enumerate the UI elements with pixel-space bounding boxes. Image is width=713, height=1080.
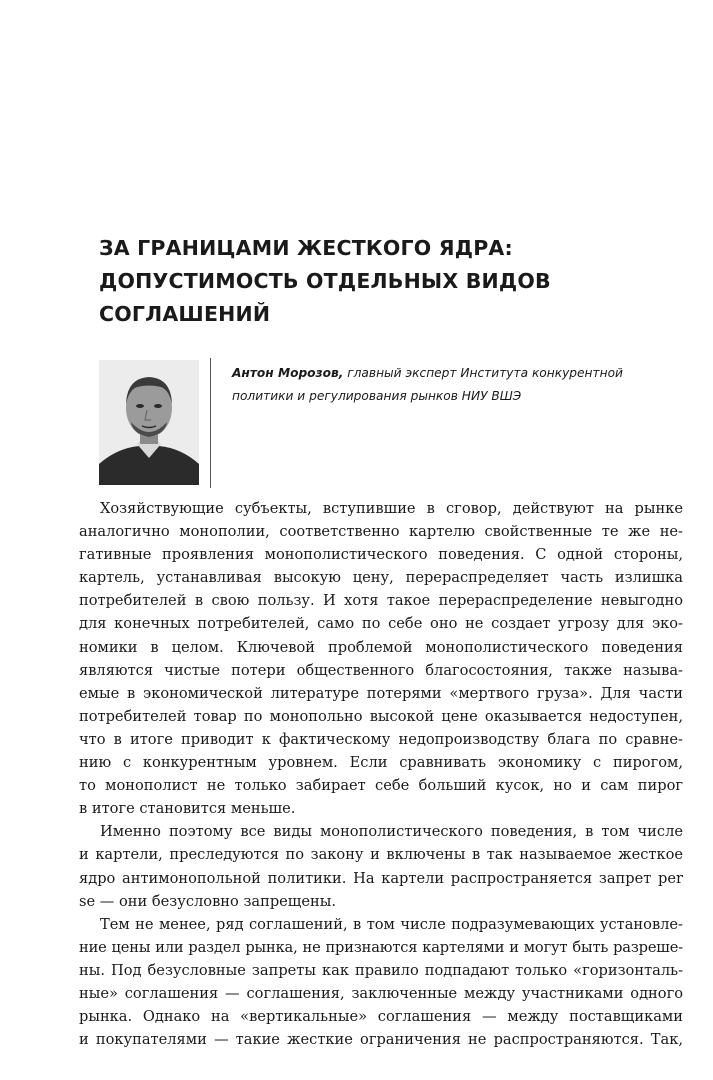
body-line: рынка. Однако на «вертикальные» соглашения — между поставщиками bbox=[79, 1008, 683, 1026]
body-line: нию с конкурентным уровнем. Если сравнивать экономику с пирогом, bbox=[79, 754, 683, 772]
title-line: ЗА ГРАНИЦАМИ ЖЕСТКОГО ЯДРА: bbox=[99, 236, 513, 260]
title-line: СОГЛАШЕНИЙ bbox=[99, 302, 271, 326]
body-line: Хозяйствующие субъекты, вступившие в сговор, действуют на рынке bbox=[100, 500, 683, 517]
body-line: ные» соглашения — соглашения, заключенные между участниками одного bbox=[79, 984, 683, 1002]
author-affiliation-cont: политики и регулирования рынков НИУ ВШЭ bbox=[232, 389, 522, 403]
body-line: емые в экономической литературе потерями «мертвого груза». Для части bbox=[79, 684, 683, 702]
body-line: потребителей товар по монопольно высокой цене оказывается недоступен, bbox=[79, 707, 683, 725]
body-line: потребителей в свою пользу. И хотя такое перераспределение невыгодно bbox=[79, 592, 683, 610]
body-line: картель, устанавливая высокую цену, перераспределяет часть излишка bbox=[79, 569, 683, 587]
body-line: se — они безусловно запрещены. bbox=[79, 892, 336, 910]
author-name: Антон Морозов, bbox=[232, 366, 344, 380]
body-line: что в итоге приводит к фактическому недопроизводству блага по сравне- bbox=[79, 730, 683, 748]
body-line: аналогично монополии, соответственно картелю свойственные те же не- bbox=[79, 523, 683, 541]
body-line: ядро антимонопольной политики. На картели распространяется запрет per bbox=[79, 869, 683, 887]
body-line: являются чистые потери общественного благосостояния, также называ- bbox=[79, 661, 683, 679]
body-line: гативные проявления монополистического поведения. С одной стороны, bbox=[79, 546, 683, 564]
title-line: ДОПУСТИМОСТЬ ОТДЕЛЬНЫХ ВИДОВ bbox=[99, 269, 551, 293]
body-line: ны. Под безусловные запреты как правило подпадают только «горизонталь- bbox=[79, 961, 683, 979]
author-photo bbox=[99, 360, 199, 485]
body-line: ние цены или раздел рынка, не признаются картелями и могут быть разреше- bbox=[79, 938, 683, 956]
article-body bbox=[79, 497, 683, 1051]
body-line: и картели, преследуются по закону и включены в так называемое жесткое bbox=[79, 846, 683, 864]
body-line: номики в целом. Ключевой проблемой монополистического поведения bbox=[79, 638, 683, 656]
body-line: Именно поэтому все виды монополистического поведения, в том числе bbox=[100, 823, 683, 841]
body-line: Тем не менее, ряд соглашений, в том числе подразумевающих установле- bbox=[100, 915, 683, 933]
author-block bbox=[232, 362, 682, 408]
body-line: в итоге становится меньше. bbox=[79, 800, 296, 818]
article-title bbox=[99, 232, 619, 331]
body-line: для конечных потребителей, само по себе оно не создает угрозу для эко- bbox=[79, 615, 683, 633]
author-affiliation: главный эксперт Института конкурентной bbox=[347, 366, 623, 380]
body-line: и покупателями — такие жесткие ограничения не распространяются. Так, bbox=[79, 1031, 683, 1049]
body-line: то монополист не только забирает себе больший кусок, но и сам пирог bbox=[79, 777, 683, 795]
author-divider bbox=[210, 358, 211, 488]
